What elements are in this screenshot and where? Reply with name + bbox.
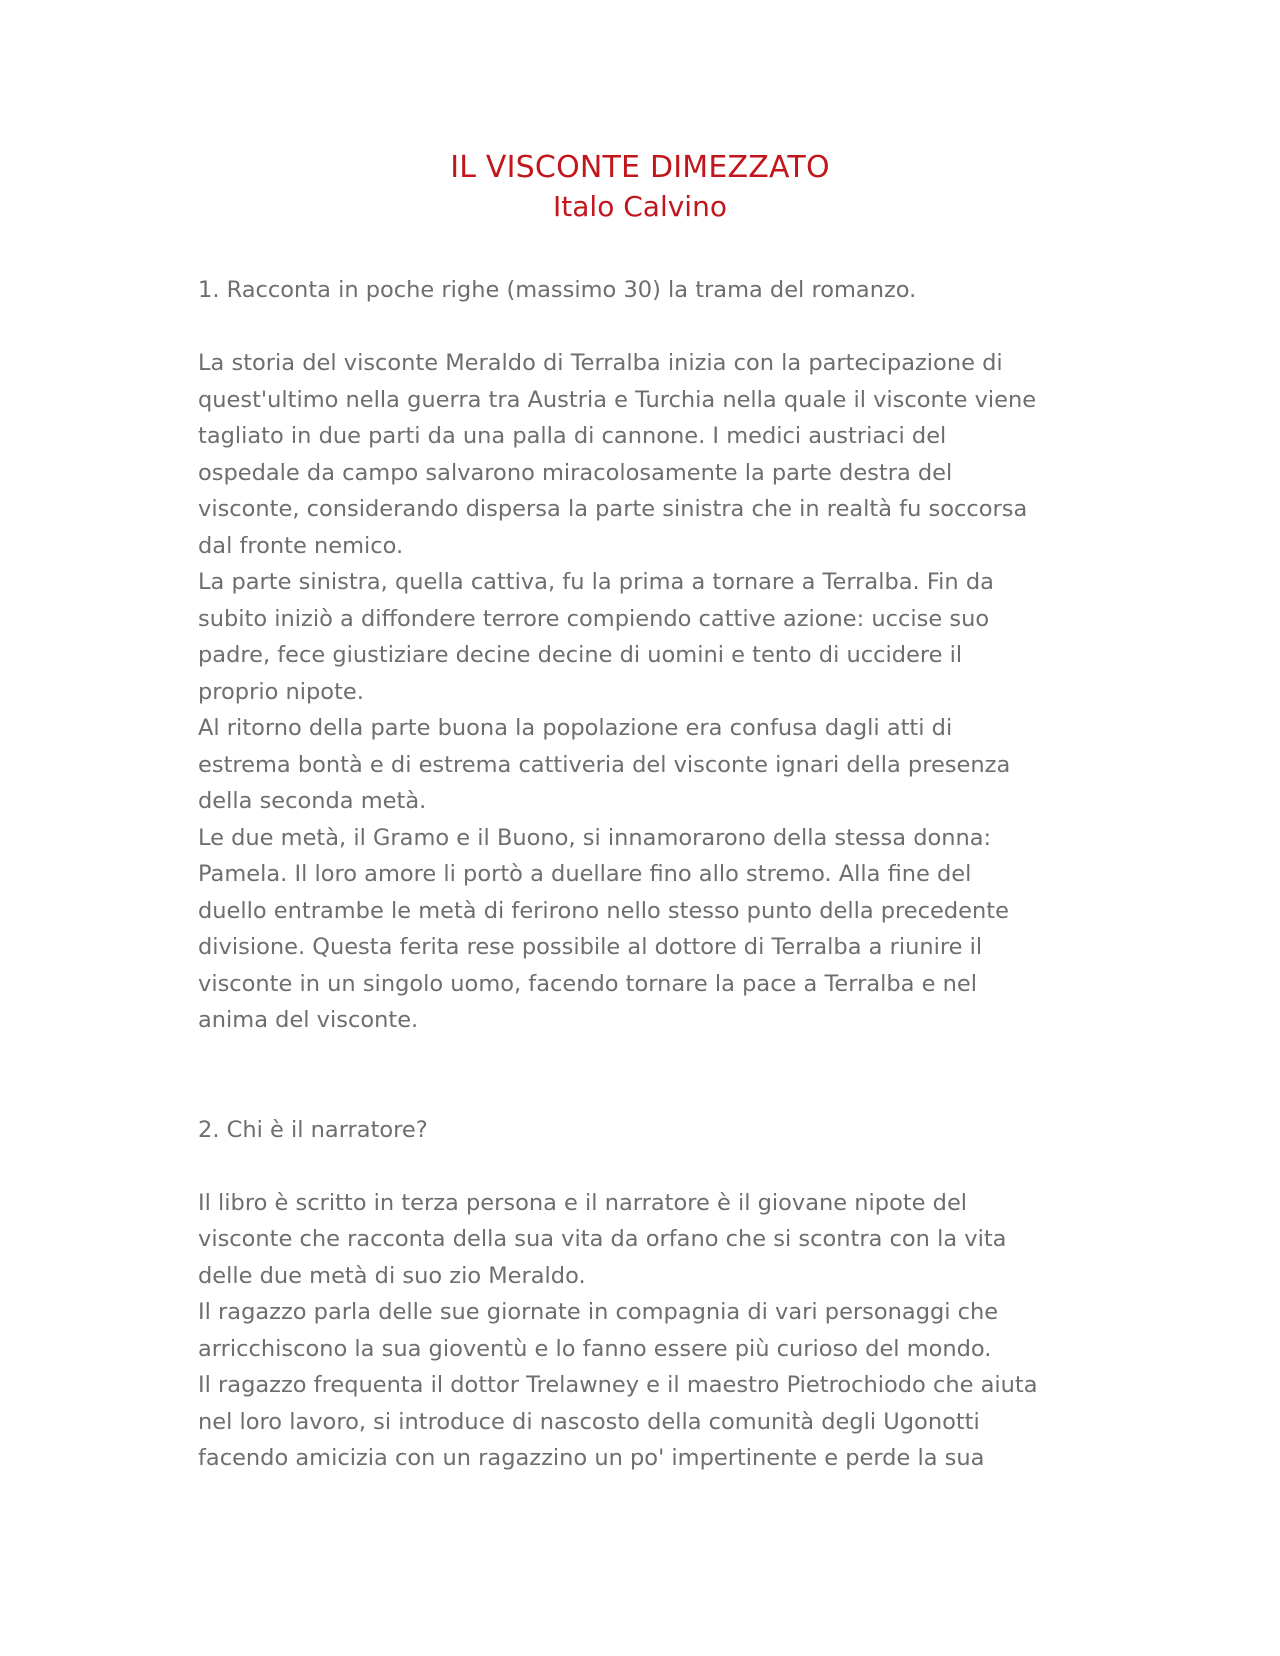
answer-line: facendo amicizia con un ragazzino un po' impertinente e perde la sua	[198, 1445, 985, 1471]
answer-line: subito iniziò a diffondere terrore compiendo cattive azione: uccise suo	[198, 605, 990, 632]
answer-line: Le due metà, il Gramo e il Buono, si innamorarono della stessa donna:	[198, 824, 992, 851]
answer-line: Il ragazzo parla delle sue giornate in compagnia di vari personaggi che	[198, 1299, 999, 1325]
answer-line: quest'ultimo nella guerra tra Austria e Turchia nella quale il visconte viene	[198, 386, 1037, 413]
answer-line: anima del visconte.	[198, 1007, 419, 1033]
document-title: IL VISCONTE DIMEZZATO	[450, 150, 830, 185]
answer-line: nel loro lavoro, si introduce di nascosto della comunità degli Ugonotti	[198, 1408, 980, 1435]
answer-line: Al ritorno della parte buona la popolazione era confusa dagli atti di	[198, 715, 953, 741]
answer-line: dal fronte nemico.	[198, 532, 404, 559]
question-2: 2. Chi è il narratore?	[198, 1116, 428, 1143]
question-1: 1. Racconta in poche righe (massimo 30) la trama del romanzo.	[198, 277, 917, 303]
title-block	[0, 148, 1280, 226]
answer-line: ospedale da campo salvarono miracolosamente la parte destra del	[198, 459, 953, 486]
answer-1	[198, 345, 1098, 1039]
answer-line: La storia del visconte Meraldo di Terralba inizia con la partecipazione di	[198, 350, 1003, 376]
answer-line: divisione. Questa ferita rese possibile al dottore di Terralba a riunire il	[198, 934, 983, 960]
answer-line: padre, fece giustiziare decine decine di uomini e tento di uccidere il	[198, 642, 963, 668]
answer-line: arricchiscono la sua gioventù e lo fanno essere più curioso del mondo.	[198, 1335, 992, 1362]
answer-2	[198, 1185, 1098, 1477]
answer-line: estrema bontà e di estrema cattiveria del visconte ignari della presenza	[198, 751, 1011, 778]
answer-line: duello entrambe le metà di ferirono nello stesso punto della precedente	[198, 897, 1009, 924]
answer-line: della seconda metà.	[198, 788, 427, 814]
answer-line: Il ragazzo frequenta il dottor Trelawney e il maestro Pietrochiodo che aiuta	[198, 1372, 1038, 1398]
answer-line: delle due metà di suo zio Meraldo.	[198, 1262, 586, 1289]
answer-line: Il libro è scritto in terza persona e il narratore è il giovane nipote del	[198, 1189, 968, 1216]
document-author: Italo Calvino	[553, 190, 727, 223]
answer-line: visconte in un singolo uomo, facendo tornare la pace a Terralba e nel	[198, 970, 977, 997]
document-body	[198, 272, 1098, 1477]
answer-line: visconte che racconta della sua vita da orfano che si scontra con la vita	[198, 1226, 1007, 1252]
answer-line: tagliato in due parti da una palla di cannone. I medici austriaci del	[198, 423, 947, 449]
answer-line: Pamela. Il loro amore li portò a duellare fino allo stremo. Alla fine del	[198, 861, 972, 887]
answer-line: visconte, considerando dispersa la parte sinistra che in realtà fu soccorsa	[198, 496, 1028, 522]
answer-line: La parte sinistra, quella cattiva, fu la prima a tornare a Terralba. Fin da	[198, 569, 994, 595]
answer-line: proprio nipote.	[198, 678, 364, 705]
